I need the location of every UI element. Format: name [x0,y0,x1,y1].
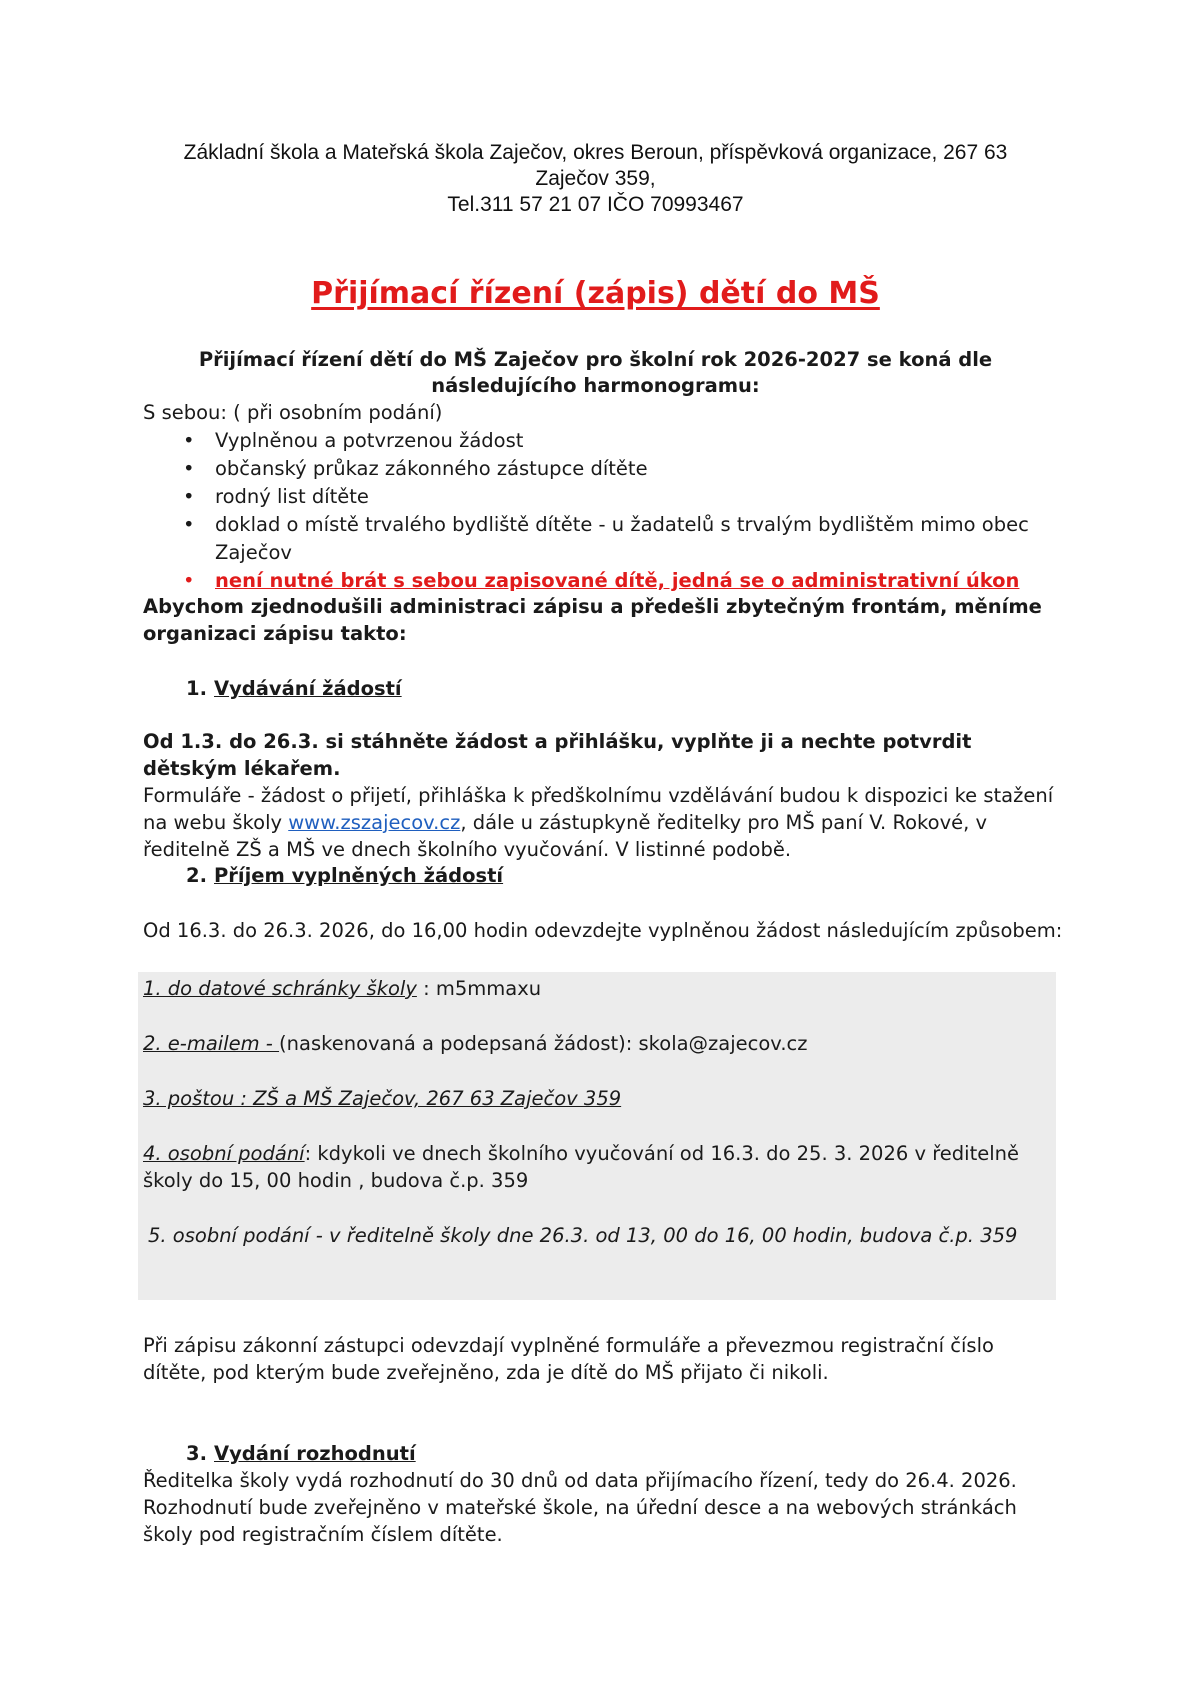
bullet-icon: • [183,457,195,480]
list-item: • doklad o místě trvalého bydliště dítěte - u žadatelů s trvalým bydlištěm mimo obec Zaječov [183,513,1029,564]
registration-note: Při zápisu zákonní zástupci odevzdají vyplněné formuláře a převezmou registrační číslo dítěte, pod kterým bude zveřejněno, zda je dítě do MŠ přijato či nikoli. [143,1334,994,1384]
school-header [0,140,1191,218]
page-title: Přijímací řízení (zápis) dětí do MŠ [311,276,880,311]
school-website-link[interactable]: www.zszajecov.cz [288,811,461,834]
method-item: 5. osobní podání - v ředitelně školy dne 26.3. od 13, 00 do 16, 00 hodin, budova č.p. 359 [148,1224,1018,1247]
list-item: • rodný list dítěte [143,483,1073,511]
list-item-highlight: • není nutné brát s sebou zapisované dítě, jedná se o administrativní úkon [143,567,1073,595]
section-1-text: Formuláře - žádost o přijetí, přihláška k předškolnímu vzdělávání budou k dispozici ke stažení na webu školy www.zszajecov.cz, dále u zástupkyně ředitelky pro MŠ paní V. Rokové, v ředitelně ZŠ a MŠ ve dnech školního vyučování. V listinné podobě. [143,784,1054,861]
bullet-icon: • [183,569,195,592]
header-line-1: Základní škola a Mateřská škola Zaječov, okres Beroun, příspěvková organizace, 267 63 [183,141,1008,164]
header-line-2: Zaječov 359, [535,167,656,190]
section-1-lead: Od 1.3. do 26.3. si stáhněte žádost a přihlášku, vyplňte ji a nechte potvrdit dětským lékařem. [143,730,972,780]
section-1-body [143,728,1063,863]
bullet-icon: • [183,513,195,536]
section-1-heading: 1. Vydávání žádostí [186,677,402,700]
bring-list [143,427,1073,595]
section-2-heading: 2. Příjem vyplněných žádostí [186,864,504,887]
section-3-heading: 3. Vydání rozhodnutí [186,1442,416,1465]
submission-methods-box [138,972,1056,1300]
list-item: • Vyplněnou a potvrzenou žádost [143,427,1073,455]
list-item: • občanský průkaz zákonného zástupce dítěte [143,455,1073,483]
section-3-text: Ředitelka školy vydá rozhodnutí do 30 dnů od data přijímacího řízení, tedy do 26.4. 2026. Rozhodnutí bude zveřejněno v mateřské škole, na úřední desce a na webových stránkách školy pod registračním číslem dítěte. [143,1469,1017,1546]
bullet-icon: • [183,429,195,452]
page-subtitle: Přijímací řízení dětí do MŠ Zaječov pro školní rok 2026-2027 se koná dle následujícího harmonogramu: [198,348,993,397]
method-item: 1. do datové schránky školy : m5mmaxu [143,977,542,1000]
method-item: 2. e-mailem - (naskenovaná a podepsaná žádost): skola@zajecov.cz [143,1032,808,1055]
bullet-icon: • [183,485,195,508]
header-line-3: Tel.311 57 21 07 IČO 70993467 [447,193,744,216]
method-item: 3. poštou : ZŠ a MŠ Zaječov, 267 63 Zaječov 359 [143,1087,622,1110]
organization-note: Abychom zjednodušili administraci zápisu a předešli zbytečným frontám, měníme organizaci zápisu takto: [143,595,1042,645]
method-item: 4. osobní podání: kdykoli ve dnech školního vyučování od 16.3. do 25. 3. 2026 v ředitelně školy do 15, 00 hodin , budova č.p. 359 [143,1142,1020,1192]
bring-intro: S sebou: ( při osobním podání) [143,401,443,424]
section-2-intro: Od 16.3. do 26.3. 2026, do 16,00 hodin odevzdejte vyplněnou žádost následujícím způsobem: [143,919,1063,942]
